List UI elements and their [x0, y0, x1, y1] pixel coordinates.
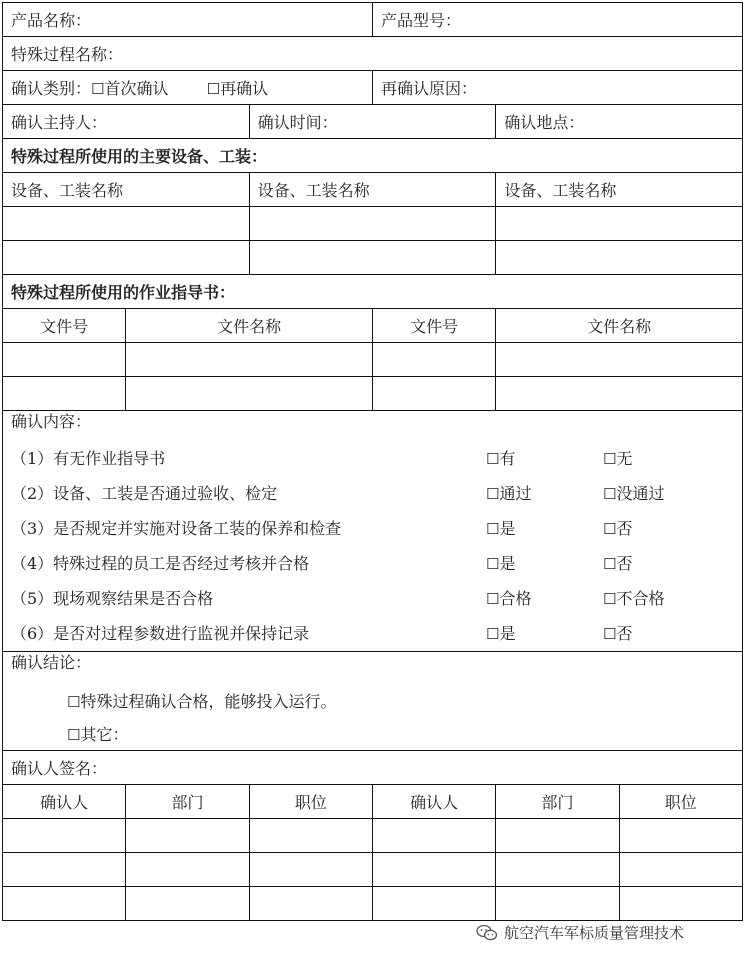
doc-cell[interactable]: [496, 343, 743, 377]
option-a-label: 通过: [499, 484, 532, 503]
content-option-a: [486, 616, 515, 652]
sig-col-header: 职位: [619, 785, 742, 819]
conclusion-other-label: 其它：: [80, 725, 129, 744]
doc-no-header-2: 文件号: [372, 309, 495, 343]
product-model-field[interactable]: [372, 3, 742, 37]
option-a-checkbox[interactable]: ☐: [486, 450, 500, 468]
content-option-a: [486, 581, 531, 617]
sig-cell[interactable]: [126, 819, 249, 853]
content-item: [11, 476, 742, 511]
content-option-a: [486, 441, 515, 477]
option-b-checkbox[interactable]: ☐: [603, 520, 617, 538]
equipment-col-header-1: 设备、工装名称: [3, 173, 250, 207]
doc-cell[interactable]: [126, 343, 373, 377]
option-b-label: 没通过: [616, 484, 665, 503]
content-option-b: [603, 511, 632, 547]
conclusion-pass-checkbox[interactable]: ☐: [67, 693, 81, 711]
sig-cell[interactable]: [372, 853, 495, 887]
content-option-b: [603, 616, 632, 652]
option-a-label: 是: [499, 519, 516, 538]
content-item: [11, 441, 742, 476]
confirm-content-block: [3, 411, 743, 652]
option-b-label: 无: [616, 449, 633, 468]
sig-col-header: 确认人: [3, 785, 126, 819]
reconfirm-reason-label: 再确认原因：: [380, 79, 477, 98]
sig-col-header: 确认人: [372, 785, 495, 819]
content-option-b: [603, 546, 632, 582]
equipment-cell[interactable]: [496, 241, 743, 275]
sig-cell[interactable]: [3, 819, 126, 853]
content-option-b: [603, 441, 632, 477]
sig-cell[interactable]: [249, 819, 372, 853]
doc-cell[interactable]: [372, 377, 495, 411]
sig-cell[interactable]: [249, 853, 372, 887]
equipment-cell[interactable]: [249, 241, 496, 275]
option-b-checkbox[interactable]: ☐: [603, 485, 617, 503]
content-item: [11, 546, 742, 581]
doc-name-header-1: 文件名称: [126, 309, 373, 343]
reconfirm-reason-field[interactable]: [372, 71, 742, 105]
content-item-text: （3）是否规定并实施对设备工装的保养和检查: [11, 519, 342, 538]
conclusion-title: 确认结论：: [11, 653, 92, 672]
equipment-col-header-2: 设备、工装名称: [249, 173, 496, 207]
content-item: [11, 581, 742, 616]
equipment-cell[interactable]: [3, 207, 250, 241]
equipment-section-title: 特殊过程所使用的主要设备、工装：: [3, 139, 743, 173]
doc-cell[interactable]: [3, 343, 126, 377]
option-a-checkbox[interactable]: ☐: [486, 590, 500, 608]
signature-title: 确认人签名：: [3, 751, 743, 785]
content-option-b: [603, 476, 664, 512]
first-confirm-checkbox[interactable]: ☐: [91, 80, 105, 98]
time-field[interactable]: [249, 105, 496, 139]
special-process-name-field[interactable]: [3, 37, 743, 71]
equipment-cell[interactable]: [249, 207, 496, 241]
content-title: 确认内容：: [11, 412, 92, 431]
host-label: 确认主持人：: [11, 113, 108, 132]
host-field[interactable]: [3, 105, 250, 139]
content-option-a: [486, 546, 515, 582]
confirm-type-field: [3, 71, 373, 105]
equipment-cell[interactable]: [3, 241, 250, 275]
option-b-label: 否: [616, 519, 633, 538]
option-a-checkbox[interactable]: ☐: [486, 485, 500, 503]
instruction-section-title: 特殊过程所使用的作业指导书：: [3, 275, 743, 309]
content-item-text: （4）特殊过程的员工是否经过考核并合格: [11, 554, 310, 573]
sig-col-header: 部门: [496, 785, 619, 819]
watermark: [476, 922, 684, 943]
conclusion-block: [3, 652, 743, 751]
reconfirm-label: 再确认: [220, 79, 269, 98]
sig-col-header: 部门: [126, 785, 249, 819]
special-process-confirmation-form: [2, 2, 743, 921]
conclusion-pass-option: [11, 684, 742, 720]
option-a-label: 是: [499, 554, 516, 573]
option-a-label: 是: [499, 624, 516, 643]
sig-cell[interactable]: [496, 887, 619, 921]
option-b-checkbox[interactable]: ☐: [603, 555, 617, 573]
content-item: [11, 616, 742, 651]
option-b-label: 不合格: [616, 589, 665, 608]
watermark-text: 航空汽车军标质量管理技术: [504, 924, 685, 942]
sig-cell[interactable]: [3, 853, 126, 887]
content-item-text: （6）是否对过程参数进行监视并保持记录: [11, 624, 310, 643]
sig-cell[interactable]: [372, 887, 495, 921]
sig-cell[interactable]: [619, 853, 742, 887]
doc-cell[interactable]: [3, 377, 126, 411]
sig-cell[interactable]: [372, 819, 495, 853]
option-a-label: 有: [499, 449, 516, 468]
sig-cell[interactable]: [126, 887, 249, 921]
equipment-col-header-3: 设备、工装名称: [496, 173, 743, 207]
option-a-checkbox[interactable]: ☐: [486, 520, 500, 538]
content-option-b: [603, 581, 664, 617]
doc-no-header-1: 文件号: [3, 309, 126, 343]
conclusion-pass-label: 特殊过程确认合格，能够投入运行。: [80, 692, 337, 711]
option-b-label: 否: [616, 624, 633, 643]
wechat-icon: [476, 924, 498, 942]
content-option-a: [486, 476, 531, 512]
content-item-text: （1）有无作业指导书: [11, 449, 166, 468]
first-confirm-label: 首次确认: [104, 79, 169, 98]
product-name-label: 产品名称：: [11, 11, 92, 30]
doc-name-header-2: 文件名称: [496, 309, 743, 343]
special-process-name-label: 特殊过程名称：: [11, 45, 124, 64]
doc-cell[interactable]: [496, 377, 743, 411]
option-b-checkbox[interactable]: ☐: [603, 625, 617, 643]
product-model-label: 产品型号：: [380, 11, 461, 30]
location-label: 确认地点：: [504, 113, 585, 132]
sig-cell[interactable]: [619, 887, 742, 921]
equipment-cell[interactable]: [496, 207, 743, 241]
option-b-checkbox[interactable]: ☐: [603, 590, 617, 608]
location-field[interactable]: [496, 105, 743, 139]
conclusion-other-checkbox[interactable]: ☐: [67, 726, 81, 744]
content-item: [11, 511, 742, 546]
sig-cell[interactable]: [496, 853, 619, 887]
time-label: 确认时间：: [257, 113, 338, 132]
option-a-checkbox[interactable]: ☐: [486, 625, 500, 643]
option-b-label: 否: [616, 554, 633, 573]
sig-cell[interactable]: [126, 853, 249, 887]
sig-cell[interactable]: [249, 887, 372, 921]
content-option-a: [486, 511, 515, 547]
content-item-text: （2）设备、工装是否通过验收、检定: [11, 484, 278, 503]
option-a-checkbox[interactable]: ☐: [486, 555, 500, 573]
sig-cell[interactable]: [3, 887, 126, 921]
conclusion-other-option: [11, 720, 742, 750]
option-a-label: 合格: [499, 589, 532, 608]
content-items-list: [11, 441, 742, 651]
sig-cell[interactable]: [496, 819, 619, 853]
reconfirm-checkbox[interactable]: ☐: [206, 80, 221, 98]
sig-col-header: 职位: [249, 785, 372, 819]
product-name-field[interactable]: [3, 3, 373, 37]
option-b-checkbox[interactable]: ☐: [603, 450, 617, 468]
confirm-type-label: 确认类别：: [11, 79, 92, 98]
content-item-text: （5）现场观察结果是否合格: [11, 589, 214, 608]
doc-cell[interactable]: [372, 343, 495, 377]
sig-cell[interactable]: [619, 819, 742, 853]
doc-cell[interactable]: [126, 377, 373, 411]
